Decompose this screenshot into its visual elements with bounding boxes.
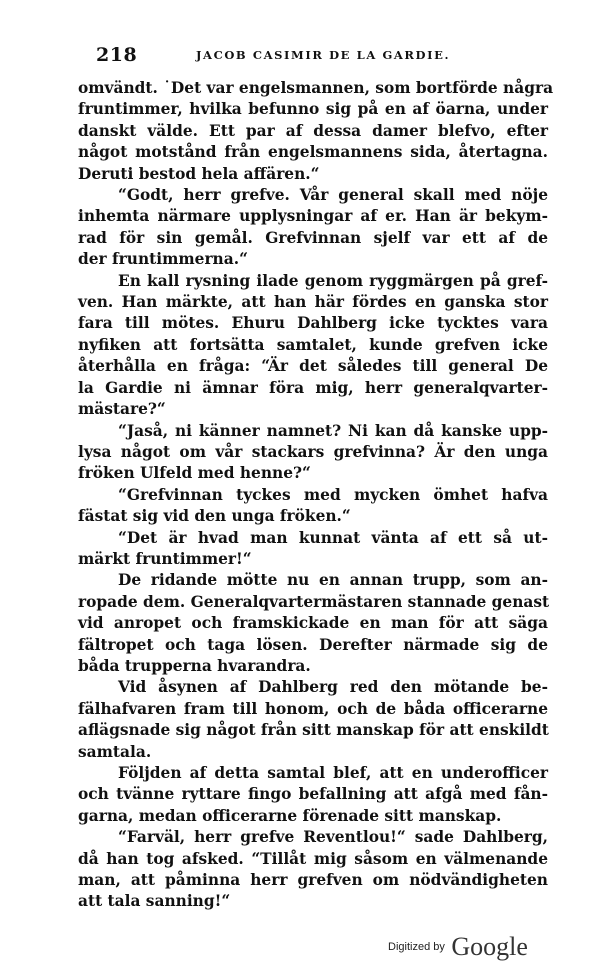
text-line: inhemta närmare upplysningar af er. Han är bekym- bbox=[78, 207, 548, 226]
text-line: vid anropet och framskickade en man för att säga bbox=[78, 614, 548, 633]
paragraph bbox=[78, 528, 548, 571]
text-line: något motstånd från engelsmannens sida, återtagna. bbox=[78, 143, 548, 162]
text-line: Vid åsynen af Dahlberg red den mötande be- bbox=[118, 678, 548, 697]
text-line: “Jaså, ni känner namnet? Ni kan då kanske upp- bbox=[118, 421, 548, 440]
paragraph bbox=[78, 271, 548, 421]
paragraph bbox=[78, 185, 548, 271]
text-line: danskt välde. Ett par af dessa damer blefvo, efter bbox=[78, 121, 548, 140]
text-line: “Det är hvad man kunnat vänta af ett så ut- bbox=[118, 528, 548, 547]
text-line: la Gardie ni ämnar föra mig, herr generalqvarter- bbox=[78, 378, 548, 397]
running-title: JACOB CASIMIR DE LA GARDIE. bbox=[196, 48, 451, 62]
digitized-by-google-watermark bbox=[388, 932, 528, 962]
text-line: aflägsnade sig något från sitt manskap för att enskildt bbox=[78, 721, 549, 740]
paragraph bbox=[78, 570, 548, 677]
text-line: De ridande mötte nu en annan trupp, som an- bbox=[118, 571, 548, 590]
text-line: och tvänne ryttare fingo befallning att afgå med fån- bbox=[78, 785, 548, 804]
text-line: samtala. bbox=[78, 742, 152, 761]
text-line: märkt fruntimmer!“ bbox=[78, 549, 252, 568]
text-line: då han tog afsked. “Tillåt mig såsom en välmenande bbox=[78, 849, 548, 868]
text-line: båda trupperna hvarandra. bbox=[78, 656, 311, 675]
digitized-label: Digitized by bbox=[388, 941, 445, 953]
text-line: Följden af detta samtal blef, att en underofficer bbox=[118, 764, 548, 782]
text-line: fästat sig vid den unga fröken.“ bbox=[78, 507, 351, 526]
text-line: nyfiken att fortsätta samtalet, kunde grefven icke bbox=[78, 335, 548, 354]
text-line: att tala sanning!“ bbox=[78, 892, 231, 911]
text-line: ven. Han märkte, att han här fördes en ganska stor bbox=[78, 293, 548, 312]
text-line: fara till mötes. Ehuru Dahlberg icke tycktes vara bbox=[78, 314, 548, 333]
paragraph bbox=[78, 763, 548, 827]
text-line: man, att påminna herr grefven om nödvändigheten bbox=[78, 871, 548, 890]
text-line: “Godt, herr grefve. Vår general skall med nöje bbox=[118, 186, 548, 205]
paragraph bbox=[78, 677, 548, 763]
text-line: fältropet och taga lösen. Derefter närmade sig de bbox=[78, 635, 548, 654]
text-line: återhålla en fråga: “Är det således till general De bbox=[78, 357, 548, 376]
page-header bbox=[78, 44, 548, 68]
text-line: fröken Ulfeld med henne?“ bbox=[78, 464, 311, 483]
paragraph bbox=[78, 485, 548, 528]
paragraph bbox=[78, 78, 554, 185]
text-line: “Farväl, herr grefve Reventlou!“ sade Dahlberg, bbox=[118, 828, 548, 847]
text-line: rad för sin gemål. Grefvinnan sjelf var ett af de bbox=[78, 228, 548, 247]
text-line: lysa något om vår stackars grefvinna? Är den unga bbox=[78, 442, 548, 461]
text-line: Deruti bestod hela affären.“ bbox=[78, 164, 320, 183]
text-line: omvändt. ˙Det var engelsmannen, som bortförde några bbox=[78, 79, 554, 97]
google-logo: Google bbox=[451, 932, 528, 961]
text-line: mästare?“ bbox=[78, 400, 166, 419]
text-line: “Grefvinnan tyckes med mycken ömhet hafva bbox=[118, 485, 548, 504]
text-line: En kall rysning ilade genom ryggmärgen på gref- bbox=[118, 271, 548, 290]
paragraph bbox=[78, 421, 548, 485]
text-line: fälhafvaren fram till honom, och de båda officerarne bbox=[78, 699, 548, 718]
text-line: garna, medan officerarne förenade sitt manskap. bbox=[78, 806, 502, 825]
paragraph bbox=[78, 827, 548, 913]
text-line: ropade dem. Generalqvartermästaren stannade genast bbox=[78, 592, 550, 611]
body-text bbox=[78, 78, 554, 913]
page-number: 218 bbox=[96, 44, 138, 66]
text-line: der fruntimmerna.“ bbox=[78, 250, 248, 269]
text-line: fruntimmer, hvilka befunno sig på en af öarna, under bbox=[78, 100, 548, 119]
